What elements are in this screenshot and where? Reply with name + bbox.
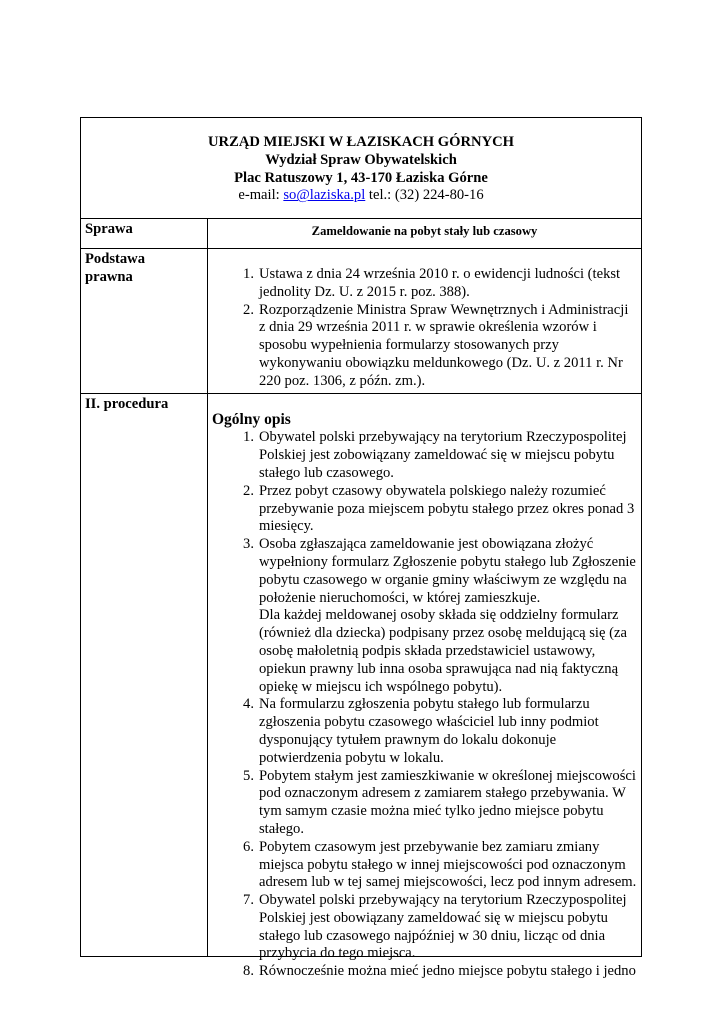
item-number: 3. [243,536,254,553]
list-item [212,429,637,482]
podstawa-row [81,249,642,394]
item-text: Na formularzu zgłoszenia pobytu stałego lub formularzu zgłoszenia pobytu czasowego właściciel lub inny podmiot dysponujący tytułem prawnym do lokalu dokonuje potwierdzenia pobytu w lokalu. [259,696,599,766]
procedura-subheading: Ogólny opis [212,410,291,428]
item-number: 7. [243,892,254,909]
list-item [212,266,637,302]
list-item [212,839,637,892]
item-text-extra: Dla każdej meldowanej osoby składa się oddzielny formularz (również dla dziecka) podpisany przez osobę meldującą się (za osobę małoletnią podpis składa przedstawiciel ustawowy, opiekun prawny lub inna osoba sprawująca nad nią faktyczną opiekę w miejscu ich wspólnego pobytu). [259,607,627,695]
email-link[interactable]: so@laziska.pl [283,187,366,204]
item-text [259,536,637,696]
item-text: Ustawa z dnia 24 września 2010 r. o ewidencji ludności (tekst jednolity Dz. U. z 2015 r. poz. 388). [259,266,621,300]
procedura-list [212,429,637,981]
sprawa-label: Sprawa [81,219,208,249]
list-item [212,963,637,981]
list-item [212,768,637,839]
item-number: 2. [243,482,254,499]
podstawa-label-line2: prawna [85,268,133,285]
item-number: 4. [243,696,254,713]
procedura-label: II. procedura [81,393,208,956]
item-number: 8. [243,963,254,980]
item-text: Obywatel polski przebywający na terytorium Rzeczypospolitej Polskiej jest obowiązany zameldować się w miejscu pobytu stałego lub czasowego najpóźniej w 30 dniu, licząc od dnia przybycia do tego miejsca. [259,892,627,962]
podstawa-label [81,249,208,394]
contact-line [81,187,641,205]
department-name: Wydział Spraw Obywatelskich [265,151,457,168]
header-cell [81,118,642,219]
item-text: Równocześnie można mieć jedno miejsce pobytu stałego i jedno [259,963,636,980]
item-text: Rozporządzenie Ministra Spraw Wewnętrznych i Administracji z dnia 29 września 2011 r. w sprawie określenia wzorów i sposobu wypełnienia formularzy stosowanych przy wykonywaniu obowiązku meldunkowego (Dz. U. z 2011 r. Nr 220 poz. 1306, z późn. zm.). [259,301,629,389]
email-label: e-mail: [238,187,284,204]
item-number: 5. [243,767,254,784]
procedure-table [80,117,642,980]
header-row [81,118,642,219]
sprawa-value: Zameldowanie na pobyt stały lub czasowy [208,219,642,249]
list-item [212,302,637,391]
procedura-content [208,393,642,980]
item-text: Pobytem czasowym jest przebywanie bez zamiaru zmiany miejsca pobytu stałego w innej miejscowości pod oznaczonym adresem lub w tej samej miejscowości, lecz pod innym adresem. [259,838,637,891]
item-number: 6. [243,838,254,855]
item-text: Pobytem stałym jest zamieszkiwanie w określonej miejscowości pod oznaczonym adresem z zamiarem stałego przebywania. W tym samym czasie można mieć tylko jedno miejsce pobytu stałego. [259,767,636,837]
procedura-row [81,393,642,956]
item-number: 1. [243,429,254,446]
item-text-main: Osoba zgłaszająca zameldowanie jest obowiązana złożyć wypełniony formularz Zgłoszenie pobytu stałego lub Zgłoszenie pobytu czasowego w organie gminy właściwym ze względu na położenie nieruchomości, w której zamieszkuje. [259,536,636,606]
office-address: Plac Ratuszowy 1, 43-170 Łaziska Górne [234,169,488,186]
phone-number: tel.: (32) 224-80-16 [365,187,484,204]
podstawa-label-line1: Podstawa [85,251,145,267]
list-item [212,892,637,963]
list-item [212,536,637,696]
list-item [212,483,637,536]
sprawa-row [81,219,642,249]
item-text: Obywatel polski przebywający na terytorium Rzeczypospolitej Polskiej jest zobowiązany zameldować się w miejscu pobytu stałego lub czasowego. [259,429,627,481]
item-number: 1. [243,266,254,282]
podstawa-content [208,249,642,394]
office-name: URZĄD MIEJSKI W ŁAZISKACH GÓRNYCH [208,134,514,150]
item-number: 2. [243,301,254,318]
podstawa-list [212,266,637,391]
list-item [212,696,637,767]
procedura-clip [212,410,637,980]
item-text: Przez pobyt czasowy obywatela polskiego należy rozumieć przebywanie poza miejscem pobytu stałego przez okres ponad 3 miesięcy. [259,482,635,535]
